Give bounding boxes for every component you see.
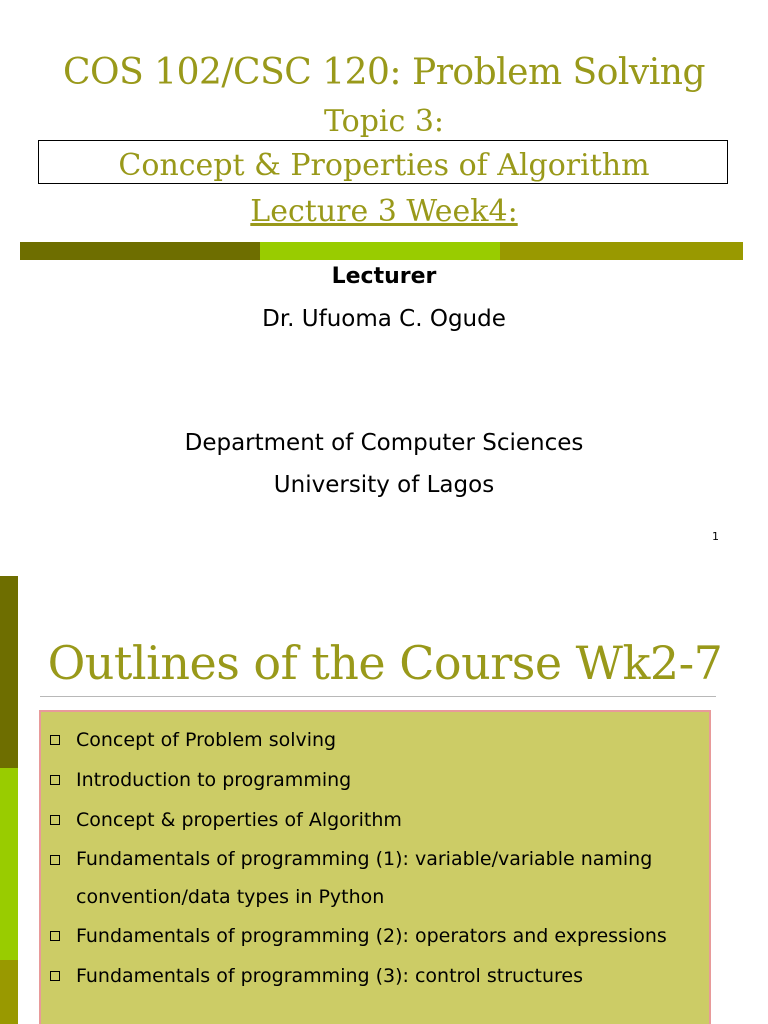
decor-bar-dark bbox=[20, 242, 260, 260]
side-bar-dark bbox=[0, 576, 18, 768]
list-item: Introduction to programming bbox=[46, 760, 696, 800]
decor-bar-olive bbox=[500, 242, 743, 260]
side-bar-olive bbox=[0, 960, 18, 1024]
outline-title: Outlines of the Course Wk2-7 bbox=[47, 636, 723, 690]
list-item: Fundamentals of programming (3): control structures bbox=[46, 956, 696, 996]
slide-divider bbox=[0, 560, 768, 576]
topic-title: Concept & Properties of Algorithm bbox=[118, 148, 650, 183]
square-bullet-icon bbox=[50, 815, 60, 825]
outline-list bbox=[46, 720, 696, 996]
lecture-label: Lecture 3 Week4: bbox=[250, 194, 518, 229]
square-bullet-icon bbox=[50, 735, 60, 745]
list-item: Fundamentals of programming (1): variable/variable naming convention/data types in Python bbox=[46, 840, 696, 916]
square-bullet-icon bbox=[50, 971, 60, 981]
page-number: 1 bbox=[712, 530, 719, 543]
side-bar-lime bbox=[0, 768, 18, 960]
course-title: COS 102/CSC 120: Problem Solving bbox=[63, 52, 705, 93]
square-bullet-icon bbox=[50, 931, 60, 941]
title-rule bbox=[40, 696, 716, 697]
department: Department of Computer Sciences bbox=[184, 430, 584, 456]
lecturer-label: Lecturer bbox=[331, 264, 437, 289]
topic-label: Topic 3: bbox=[323, 104, 445, 139]
list-item: Fundamentals of programming (2): operators and expressions bbox=[46, 916, 696, 956]
square-bullet-icon bbox=[50, 775, 60, 785]
square-bullet-icon bbox=[50, 855, 60, 865]
list-item: Concept & properties of Algorithm bbox=[46, 800, 696, 840]
decor-bar-lime bbox=[260, 242, 500, 260]
university: University of Lagos bbox=[273, 472, 495, 498]
lecturer-name: Dr. Ufuoma C. Ogude bbox=[262, 306, 506, 332]
outline-slide bbox=[0, 576, 768, 1024]
list-item: Concept of Problem solving bbox=[46, 720, 696, 760]
